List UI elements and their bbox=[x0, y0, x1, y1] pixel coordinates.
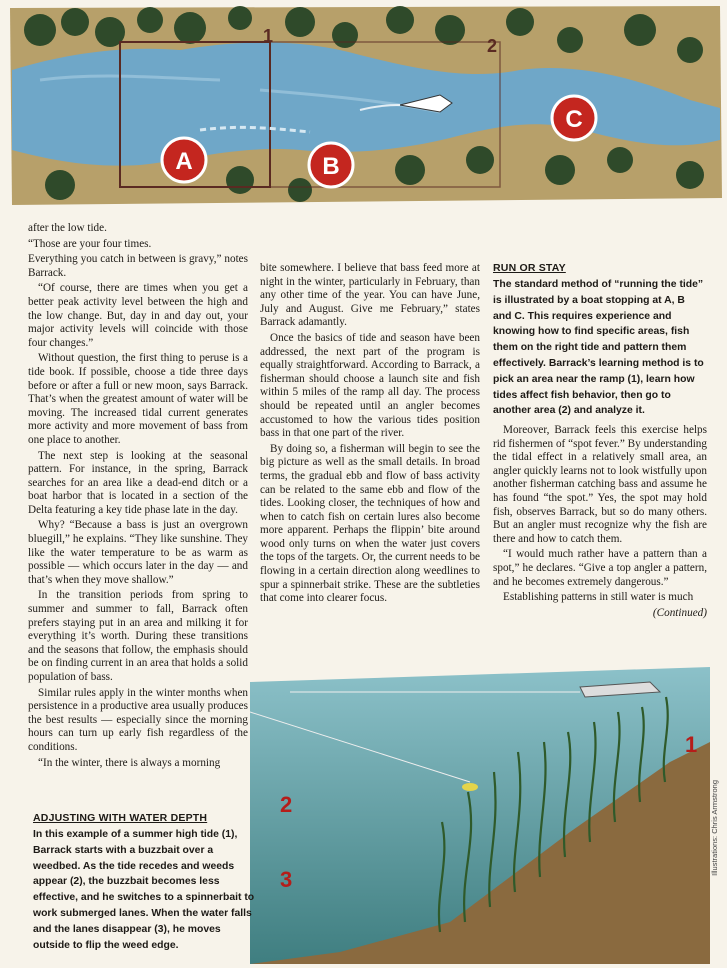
paragraph: Similar rules apply in the winter months when persistence in a productive area usually produces the best results — especially since the morning hours can turn up early fish regardless of the conditions. bbox=[28, 686, 248, 753]
continued-label: (Continued) bbox=[652, 606, 707, 619]
paragraph: By doing so, a fisherman will begin to see the big picture as well as the small details. In broad terms, the gradual ebb and flow of bass activity can be related to the same ebb and flow of the tides. Looking closer, the techniques of how and when to catch fish on certain lures also become more apparent. Perhaps the flippin’ bite around wood only turns on when the water just covers the tops of the targets. Or, the current needs to be flowing in a certain direction along weedlines to spur a spinnerbait strike. These are the subtleties that come into clearer focus. bbox=[260, 442, 480, 605]
marker-a bbox=[162, 138, 206, 182]
illustration-credit: Illustrations: Chris Armstrong bbox=[710, 780, 719, 876]
paragraph: “Those are your four times. bbox=[28, 237, 152, 250]
sidebar-title: RUN OR STAY bbox=[493, 262, 566, 274]
map-number-1: 1 bbox=[263, 26, 274, 46]
article-column-2 bbox=[260, 262, 480, 608]
svg-text:C: C bbox=[565, 106, 583, 133]
map-number-2: 2 bbox=[487, 36, 498, 56]
top-map-illustration bbox=[0, 0, 727, 215]
marker-c bbox=[552, 96, 596, 140]
depth-number-3: 3 bbox=[280, 867, 293, 892]
article-column-3 bbox=[493, 424, 707, 620]
paragraph: Everything you catch in between is gravy,” notes Barrack. bbox=[28, 253, 248, 279]
paragraph: Establishing patterns in still water is much bbox=[503, 591, 694, 604]
underwater-illustration bbox=[250, 652, 710, 964]
depth-number-1: 1 bbox=[685, 732, 698, 757]
svg-text:B: B bbox=[322, 153, 340, 180]
sidebar-adjusting-depth bbox=[33, 812, 258, 953]
paragraph: Without question, the first thing to peruse is a tide book. If possible, choose a tide three days before or after a full or new moon, says Barrack. That’s when the greatest amount of water will be moving. The increased tidal current generates more activity and more movement of bass from one place to another. bbox=[28, 352, 248, 446]
sidebar-title: ADJUSTING WITH WATER DEPTH bbox=[33, 812, 208, 824]
paragraph: Why? “Because a bass is just an overgrown bluegill,” he explains. “They like sunshine. They like the water temperature to be as warm as possible — which occurs later in the day — and that’s when they move shallow.” bbox=[28, 519, 248, 586]
paragraph: In the transition periods from spring to summer and summer to fall, Barrack often prefers staying put in an area and milking it for everything it’s worth. During these transitions and the seasons that follow, the emphasis should be on finding current in an area that holds a solid population of bass. bbox=[28, 589, 248, 683]
paragraph: “In the winter, there is always a morning bbox=[38, 756, 221, 769]
paragraph: The next step is looking at the seasonal pattern. For instance, in the spring, Barrack searches for an area like a dead-end ditch or a boat harbor that is located in a section of the Delta featuring a key tide phase late in the day. bbox=[28, 449, 248, 516]
svg-text:A: A bbox=[175, 148, 193, 175]
article-column-1 bbox=[28, 222, 248, 772]
sidebar-body: The standard method of “running the tide” is illustrated by a boat stopping at A, B and C. This requires experience and knowing how to find specific areas, fish them on the right tide and pattern them effectively. Barrack’s learning method is to pick an area near the ramp (1), learn how tides affect fish behavior, then go to another area (2) and analyze it. bbox=[493, 279, 704, 417]
paragraph: “Of course, there are times when you get a better peak activity level between the high and the low change. But, day in and day out, your major activity levels will coincide with those four changes.” bbox=[28, 282, 248, 349]
depth-number-2: 2 bbox=[280, 792, 293, 817]
paragraph: Moreover, Barrack feels this exercise helps rid fishermen of “spot fever.” By understanding the tidal effect in a relatively small area, an angler quickly learns not to look wistfully upon another fisherman catching bass and assume he has found “the spot.” Yes, the spot may hold fish, observes Barrack, but so do many others. But an angler must recognize why the fish are there and how to catch them. bbox=[493, 424, 707, 545]
paragraph: after the low tide. bbox=[28, 222, 107, 234]
paragraph: “I would much rather have a pattern than a spot,” he declares. “Give a top angler a pattern, and he becomes extremely dangerous.” bbox=[493, 548, 707, 588]
marker-b bbox=[309, 143, 353, 187]
paragraph: bite somewhere. I believe that bass feed more at night in the winter, particularly in February, than any other time of the year. You can have June, July and August. Give me February,” states Barrack adamantly. bbox=[260, 262, 480, 329]
sidebar-body: In this example of a summer high tide (1), Barrack starts with a buzzbait over a weedbed. As the tide recedes and weeds appear (2), the buzzbait becomes less effective, and he switches to a spinnerbait to work submerged lanes. When the water falls and the lanes disappear (3), he moves outside to flip the weed edge. bbox=[33, 829, 255, 951]
paragraph: Once the basics of tide and season have been addressed, the next part of the program is equally straightforward. According to Barrack, a fisherman should choose a launch site and fish within 5 miles of the ramp all day. The process should be repeated until an angler becomes accustomed to how the various tides position bass in that one part of the river. bbox=[260, 331, 480, 440]
sidebar-run-or-stay bbox=[493, 262, 705, 419]
